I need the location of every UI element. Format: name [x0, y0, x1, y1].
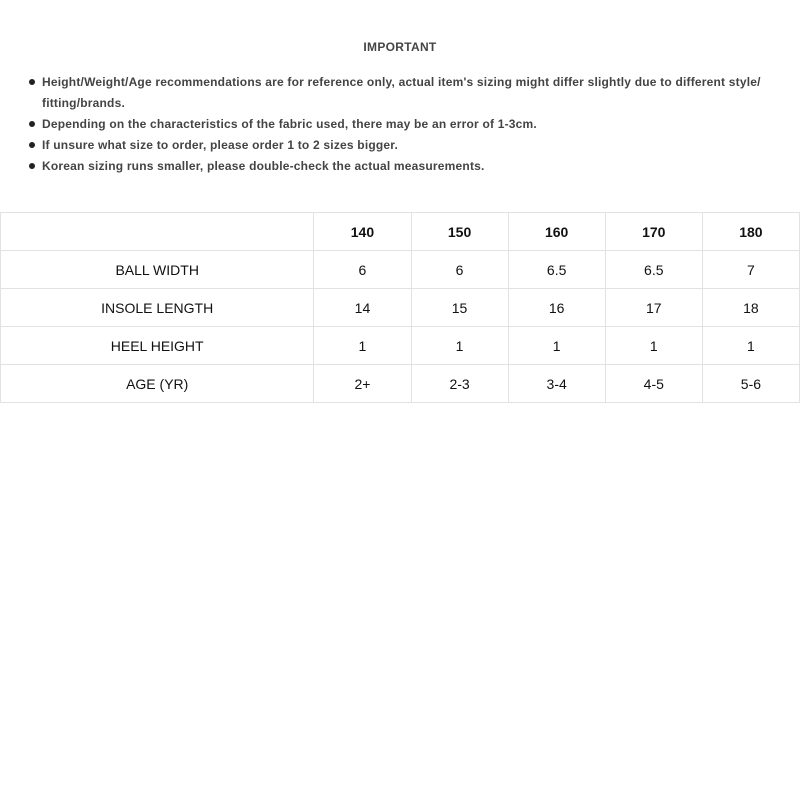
table-cell: 14: [314, 289, 411, 327]
notice-item: [0, 72, 800, 114]
table-cell: 6: [314, 251, 411, 289]
column-header-size: 150: [411, 213, 508, 251]
size-chart-table: [0, 212, 800, 403]
notice-item: [0, 156, 800, 177]
table-cell: 2+: [314, 365, 411, 403]
column-header-size: 180: [702, 213, 799, 251]
notice-item: [0, 135, 800, 156]
bullet-icon: [29, 142, 35, 148]
table-cell: 15: [411, 289, 508, 327]
table-corner-cell: [1, 213, 314, 251]
table-header-row: [1, 213, 800, 251]
table-row: [1, 289, 800, 327]
column-header-size: 170: [605, 213, 702, 251]
table-cell: 1: [605, 327, 702, 365]
table-cell: 6.5: [605, 251, 702, 289]
notice-title: IMPORTANT: [363, 40, 437, 54]
table-row: [1, 251, 800, 289]
table-cell: 18: [702, 289, 799, 327]
row-label: HEEL HEIGHT: [1, 327, 314, 365]
column-header-size: 160: [508, 213, 605, 251]
row-label: INSOLE LENGTH: [1, 289, 314, 327]
notice-item: [0, 114, 800, 135]
table-cell: 2-3: [411, 365, 508, 403]
table-cell: 1: [314, 327, 411, 365]
table-row: [1, 327, 800, 365]
table-cell: 17: [605, 289, 702, 327]
row-label: AGE (YR): [1, 365, 314, 403]
table-cell: 6: [411, 251, 508, 289]
bullet-icon: [29, 121, 35, 127]
table-cell: 1: [702, 327, 799, 365]
column-header-size: 140: [314, 213, 411, 251]
table-row: [1, 365, 800, 403]
notice-item-text: If unsure what size to order, please order 1 to 2 sizes bigger.: [42, 138, 399, 152]
row-label: BALL WIDTH: [1, 251, 314, 289]
notice-list: [0, 72, 800, 177]
table-cell: 5-6: [702, 365, 799, 403]
bullet-icon: [29, 163, 35, 169]
notice-item-text: Depending on the characteristics of the fabric used, there may be an error of 1-3cm.: [42, 117, 537, 131]
notice-item-text: Korean sizing runs smaller, please double-check the actual measurements.: [42, 159, 485, 173]
table-cell: 1: [411, 327, 508, 365]
table-cell: 1: [508, 327, 605, 365]
notice-item-text: Height/Weight/Age recommendations are for reference only, actual item's sizing might differ slightly due to different style/ fitting/brands.: [42, 75, 761, 110]
bullet-icon: [29, 79, 35, 85]
table-cell: 6.5: [508, 251, 605, 289]
table-cell: 3-4: [508, 365, 605, 403]
table-cell: 16: [508, 289, 605, 327]
table-cell: 7: [702, 251, 799, 289]
table-cell: 4-5: [605, 365, 702, 403]
